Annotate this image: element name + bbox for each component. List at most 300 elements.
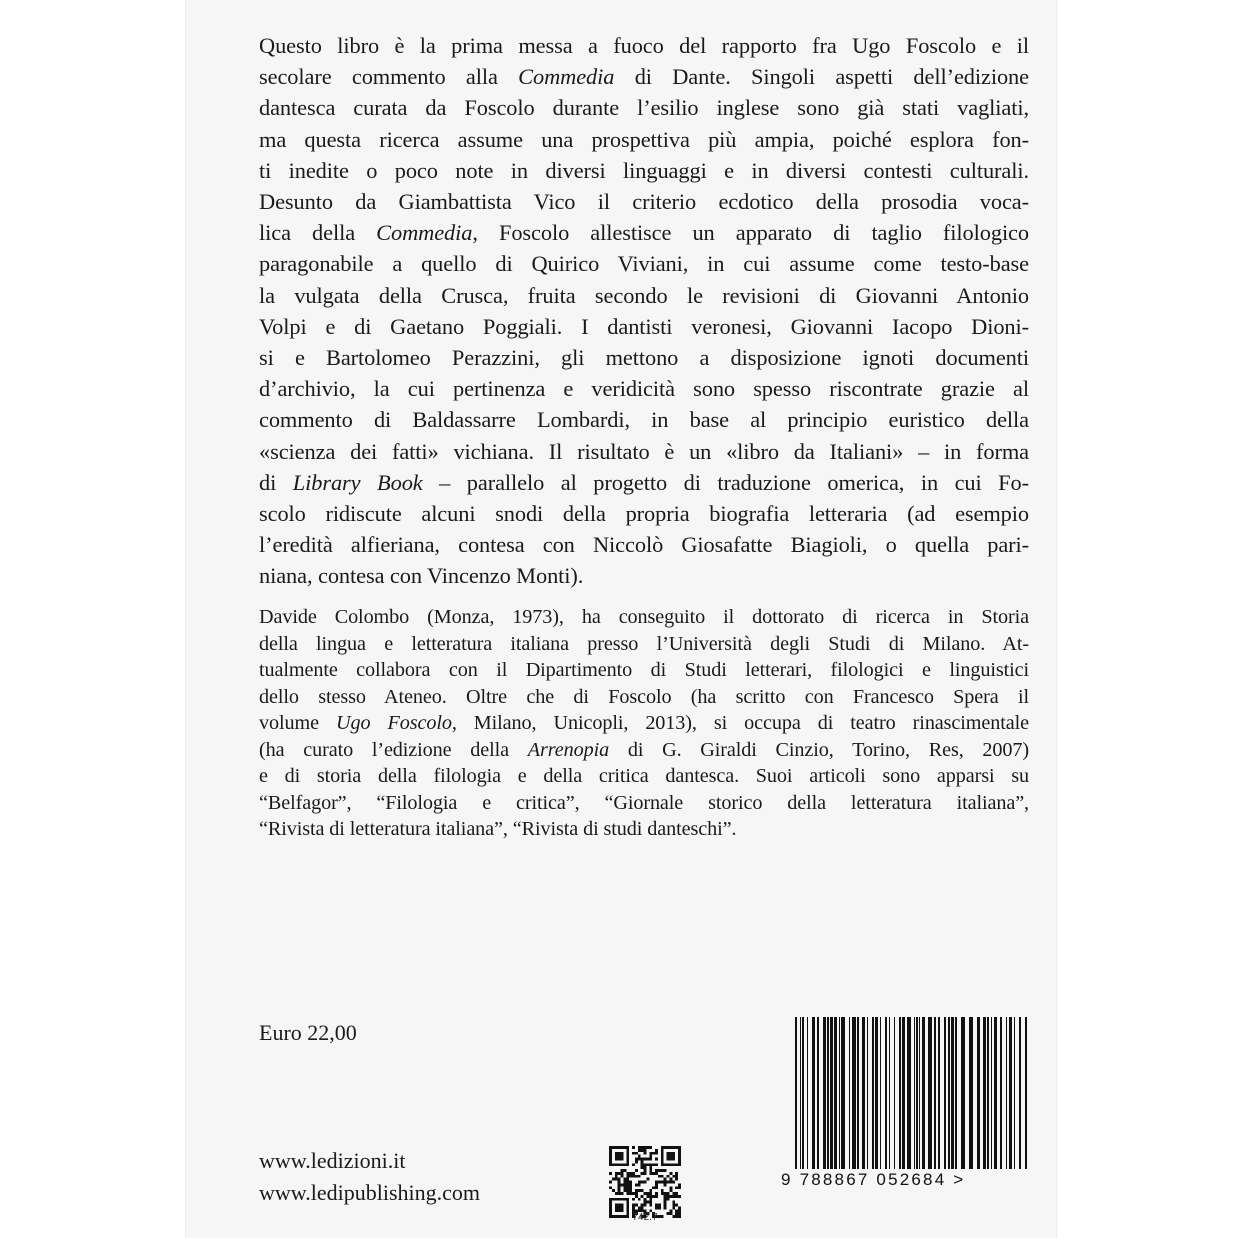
qr-module (629, 1183, 632, 1186)
bio-line: “Rivista di letteratura italiana”, “Rivista di studi danteschi”. (259, 818, 737, 840)
qr-module (667, 1195, 670, 1198)
title-ugo-foscolo: Ugo Foscolo (335, 712, 452, 734)
qr-module (655, 1152, 658, 1155)
qr-module (652, 1195, 655, 1198)
qr-module (609, 1201, 612, 1204)
qr-module (664, 1163, 667, 1166)
qr-module (675, 1192, 678, 1195)
qr-module (615, 1146, 618, 1149)
qr-module (669, 1158, 672, 1161)
qr-module (635, 1169, 638, 1172)
qr-module (621, 1172, 624, 1175)
qr-module (623, 1169, 626, 1172)
qr-module (678, 1195, 681, 1198)
qr-module (646, 1163, 649, 1166)
qr-module (646, 1192, 649, 1195)
qr-module (615, 1163, 618, 1166)
qr-module (623, 1178, 626, 1181)
qr-module (623, 1186, 626, 1189)
qr-module (621, 1158, 624, 1161)
qr-module (655, 1192, 658, 1195)
title-commedia: Commedia (518, 64, 615, 90)
qr-module (652, 1152, 655, 1155)
qr-module (638, 1155, 641, 1158)
qr-module (667, 1158, 670, 1161)
qr-module (667, 1192, 670, 1195)
qr-module (618, 1204, 621, 1207)
qr-module (623, 1183, 626, 1186)
qr-module (664, 1195, 667, 1198)
qr-module (672, 1152, 675, 1155)
qr-module (635, 1183, 638, 1186)
qr-module (649, 1201, 652, 1204)
title-arrenopia: Arrenopia (527, 738, 610, 761)
barcode-bar (834, 1017, 837, 1169)
title-commedia: Commedia (376, 220, 473, 246)
barcode-icon (795, 1017, 1027, 1169)
qr-module (632, 1175, 635, 1178)
blurb-line: scolo ridiscute alcuni snodi della propria biografia letteraria (ad esempio (259, 501, 1029, 527)
bio-line: volume Ugo Foscolo, Milano, Unicopli, 2013), si occupa di teatro rinascimentale (259, 712, 1029, 734)
qr-module (635, 1160, 638, 1163)
qr-module (661, 1158, 664, 1161)
barcode-bar (977, 1017, 980, 1169)
qr-module (658, 1175, 661, 1178)
qr-module (646, 1195, 649, 1198)
barcode-bar (867, 1017, 868, 1169)
blurb-line: niana, contesa con Vincenzo Monti). (259, 563, 584, 589)
qr-module (669, 1146, 672, 1149)
qr-module (675, 1163, 678, 1166)
barcode-bar (919, 1017, 920, 1169)
barcode-bar (944, 1017, 946, 1169)
qr-module (649, 1204, 652, 1207)
qr-module (609, 1160, 612, 1163)
qr-module (669, 1178, 672, 1181)
qr-module (612, 1189, 615, 1192)
qr-module (649, 1155, 652, 1158)
qr-module (649, 1189, 652, 1192)
qr-module (621, 1206, 624, 1209)
qr-module (649, 1163, 652, 1166)
qr-module (667, 1152, 670, 1155)
barcode-bar (841, 1017, 845, 1169)
qr-module (672, 1146, 675, 1149)
barcode-bar (862, 1017, 865, 1169)
qr-module (626, 1189, 629, 1192)
barcode-bar (839, 1017, 840, 1169)
barcode-bar (948, 1017, 950, 1169)
blurb-line: secolare commento alla Commedia di Dante. Singoli aspetti dell’edizione (259, 64, 1029, 90)
barcode-bar (812, 1017, 815, 1169)
qr-module (664, 1181, 667, 1184)
qr-module (672, 1195, 675, 1198)
qr-module (615, 1206, 618, 1209)
qr-module (615, 1152, 618, 1155)
qr-module (641, 1149, 644, 1152)
barcode-bar (800, 1017, 801, 1169)
blurb-line: Desunto da Giambattista Vico il criterio ecdotico della prosodia voca- (259, 189, 1029, 215)
qr-module (658, 1204, 661, 1207)
qr-module (655, 1181, 658, 1184)
barcode-bar (1009, 1017, 1012, 1169)
blurb-line: ti inedite o poco note in diversi linguaggi e in diversi contesti culturali. (259, 157, 1029, 183)
barcode-bar (1014, 1017, 1015, 1169)
qr-module (661, 1163, 664, 1166)
qr-module (655, 1158, 658, 1161)
qr-module (615, 1204, 618, 1207)
qr-module (623, 1181, 626, 1184)
qr-module (621, 1155, 624, 1158)
qr-module (664, 1201, 667, 1204)
qr-module (667, 1155, 670, 1158)
qr-module (646, 1178, 649, 1181)
qr-module (641, 1204, 644, 1207)
qr-module (609, 1172, 612, 1175)
qr-module (644, 1201, 647, 1204)
blurb-line: paragonabile a quello di Quirico Viviani, in cui assume come testo-base (259, 251, 1029, 277)
qr-module (664, 1178, 667, 1181)
qr-module (658, 1169, 661, 1172)
barcode-bar (857, 1017, 859, 1169)
qr-module (623, 1146, 626, 1149)
qr-module (621, 1192, 624, 1195)
qr-module (678, 1183, 681, 1186)
barcode-bar (961, 1017, 965, 1169)
barcode-bar (885, 1017, 887, 1169)
qr-module (669, 1163, 672, 1166)
qr-module (652, 1163, 655, 1166)
qr-module (615, 1175, 618, 1178)
qr-module (644, 1192, 647, 1195)
blurb-line: la vulgata della Crusca, fruita secondo le revisioni di Giovanni Antonio (259, 282, 1029, 308)
qr-module (664, 1146, 667, 1149)
qr-module (629, 1189, 632, 1192)
qr-module (623, 1163, 626, 1166)
qr-module (626, 1186, 629, 1189)
qr-module (612, 1198, 615, 1201)
qr-module (649, 1146, 652, 1149)
qr-module (626, 1149, 629, 1152)
qr-module (626, 1204, 629, 1207)
qr-module (669, 1189, 672, 1192)
qr-module (667, 1181, 670, 1184)
blurb-line: commento di Baldassarre Lombardi, in base al principio euristico della (259, 407, 1029, 433)
qr-module (638, 1175, 641, 1178)
qr-code-icon (609, 1146, 681, 1218)
barcode-bar (872, 1017, 874, 1169)
barcode-bar (914, 1017, 915, 1169)
qr-module (621, 1146, 624, 1149)
qr-module (655, 1186, 658, 1189)
qr-module (609, 1198, 612, 1201)
qr-module (641, 1172, 644, 1175)
blurb-line: lica della Commedia, Foscolo allestisce un apparato di taglio filologico (259, 220, 1029, 246)
qr-module (638, 1198, 641, 1201)
qr-module (646, 1158, 649, 1161)
qr-module (626, 1183, 629, 1186)
qr-module (638, 1181, 641, 1184)
qr-module (644, 1172, 647, 1175)
qr-module (672, 1206, 675, 1209)
qr-module (664, 1198, 667, 1201)
qr-module (635, 1189, 638, 1192)
qr-module (669, 1152, 672, 1155)
blurb-line: dantesca curata da Foscolo durante l’esilio inglese sono già stati vagliati, (259, 95, 1029, 121)
qr-module (626, 1172, 629, 1175)
barcode-bar (894, 1017, 895, 1169)
qr-module (649, 1166, 652, 1169)
blurb-line: d’archivio, la cui pertinenza e veridicità sono spesso riscontrate grazie al (259, 376, 1029, 402)
qr-module (669, 1195, 672, 1198)
isbn-number: 9 788867 052684 > (781, 1170, 966, 1189)
qr-module (615, 1192, 618, 1195)
qr-module (626, 1175, 629, 1178)
qr-module (618, 1178, 621, 1181)
qr-module (669, 1186, 672, 1189)
book-back-cover (185, 0, 1057, 1238)
qr-module (664, 1169, 667, 1172)
qr-module (678, 1149, 681, 1152)
qr-module (641, 1146, 644, 1149)
blurb-line: di Library Book – parallelo al progetto di traduzione omerica, in cui Fo- (259, 469, 1029, 495)
barcode-bar (899, 1017, 901, 1169)
qr-module (632, 1204, 635, 1207)
barcode-bar (849, 1017, 850, 1169)
qr-module (644, 1163, 647, 1166)
qr-module (626, 1155, 629, 1158)
qr-module (649, 1192, 652, 1195)
qr-module (635, 1152, 638, 1155)
qr-module (609, 1163, 612, 1166)
book-blurb (259, 30, 1029, 592)
qr-module (618, 1152, 621, 1155)
barcode-bar (889, 1017, 890, 1169)
qr-module (618, 1206, 621, 1209)
qr-module (638, 1149, 641, 1152)
qr-module (621, 1163, 624, 1166)
qr-module (621, 1152, 624, 1155)
title-library-book: Library Book (292, 469, 423, 495)
qr-module (661, 1175, 664, 1178)
qr-module (672, 1155, 675, 1158)
qr-module (667, 1175, 670, 1178)
barcode-bar (823, 1017, 826, 1169)
qr-module (615, 1198, 618, 1201)
qr-caption: 742.7 (632, 1212, 658, 1223)
barcode-bar (802, 1017, 804, 1169)
qr-module (672, 1204, 675, 1207)
qr-module (629, 1175, 632, 1178)
qr-module (675, 1146, 678, 1149)
qr-module (621, 1169, 624, 1172)
bio-line: della lingua e letteratura italiana presso l’Università degli Studi di Milano. At- (259, 632, 1029, 655)
qr-module (626, 1201, 629, 1204)
qr-module (641, 1166, 644, 1169)
blurb-line: ma questa ricerca assume una prospettiva più ampia, poiché esplora fon- (259, 126, 1029, 152)
qr-module (629, 1172, 632, 1175)
qr-module (641, 1189, 644, 1192)
qr-module (652, 1172, 655, 1175)
qr-module (644, 1169, 647, 1172)
qr-module (632, 1146, 635, 1149)
barcode-bar (951, 1017, 954, 1169)
qr-module (612, 1146, 615, 1149)
barcode-bar (902, 1017, 905, 1169)
qr-module (635, 1175, 638, 1178)
qr-module (667, 1198, 670, 1201)
qr-module (626, 1206, 629, 1209)
qr-module (672, 1192, 675, 1195)
bio-line: e di storia della filologia e della critica dantesca. Suoi articoli sono apparsi su (259, 765, 1029, 787)
blurb-line: «scienza dei fatti» vichiana. Il risultato è un «libro da Italiani» – in forma (259, 438, 1029, 464)
qr-module (675, 1175, 678, 1178)
qr-module (638, 1183, 641, 1186)
qr-module (644, 1158, 647, 1161)
qr-module (678, 1163, 681, 1166)
blurb-line: si e Bartolomeo Perazzini, gli mettono a disposizione ignoti documenti (259, 345, 1029, 371)
qr-module (641, 1206, 644, 1209)
barcode-bar (807, 1017, 808, 1169)
qr-module (618, 1183, 621, 1186)
qr-module (646, 1146, 649, 1149)
qr-module (661, 1181, 664, 1184)
blurb-line: Volpi e di Gaetano Poggiali. I dantisti veronesi, Giovanni Iacopo Dioni- (259, 313, 1029, 339)
barcode-bar (1006, 1017, 1007, 1169)
bio-line: tualmente collabora con il Dipartimento di Studi letterari, filologici e linguistici (259, 659, 1029, 681)
qr-module (655, 1183, 658, 1186)
qr-module (649, 1195, 652, 1198)
qr-module (632, 1172, 635, 1175)
qr-module (635, 1204, 638, 1207)
barcode-bar (934, 1017, 936, 1169)
qr-module (661, 1189, 664, 1192)
qr-module (615, 1178, 618, 1181)
qr-module (632, 1206, 635, 1209)
qr-module (621, 1204, 624, 1207)
barcode-bar (938, 1017, 940, 1169)
qr-module (609, 1158, 612, 1161)
qr-module (678, 1152, 681, 1155)
qr-module (669, 1172, 672, 1175)
qr-module (626, 1181, 629, 1184)
qr-module (632, 1198, 635, 1201)
qr-module (635, 1195, 638, 1198)
qr-module (618, 1198, 621, 1201)
qr-module (664, 1183, 667, 1186)
qr-module (626, 1198, 629, 1201)
qr-module (661, 1160, 664, 1163)
qr-module (678, 1206, 681, 1209)
blurb-line: l’eredità alfieriana, contesa con Niccolò Giosafatte Biagioli, o quella pari- (259, 532, 1029, 558)
barcode-bar (983, 1017, 986, 1169)
bio-line: “Belfagor”, “Filologia e critica”, “Giornale storico della letteratura italiana”, (259, 791, 1029, 814)
qr-module (649, 1172, 652, 1175)
qr-module (609, 1206, 612, 1209)
qr-module (678, 1155, 681, 1158)
qr-module (618, 1146, 621, 1149)
qr-module (632, 1152, 635, 1155)
bio-line: (ha curato l’edizione della Arrenopia di G. Giraldi Cinzio, Torino, Res, 2007) (259, 738, 1029, 761)
qr-module (661, 1146, 664, 1149)
qr-module (641, 1158, 644, 1161)
qr-module (635, 1192, 638, 1195)
qr-module (615, 1158, 618, 1161)
qr-module (644, 1166, 647, 1169)
qr-module (626, 1192, 629, 1195)
qr-module (664, 1192, 667, 1195)
barcode-bar (994, 1017, 997, 1169)
qr-module (623, 1189, 626, 1192)
qr-module (609, 1149, 612, 1152)
qr-module (612, 1163, 615, 1166)
qr-module (644, 1198, 647, 1201)
website-link[interactable]: www.ledizioni.it (259, 1148, 406, 1173)
qr-module (655, 1149, 658, 1152)
qr-module (618, 1163, 621, 1166)
qr-module (626, 1178, 629, 1181)
qr-module (655, 1195, 658, 1198)
qr-module (615, 1155, 618, 1158)
barcode-bar (852, 1017, 856, 1169)
barcode-bar (795, 1017, 797, 1169)
qr-module (626, 1146, 629, 1149)
qr-module (672, 1158, 675, 1161)
qr-module (678, 1160, 681, 1163)
qr-module (615, 1172, 618, 1175)
qr-module (669, 1181, 672, 1184)
barcode-bar (1019, 1017, 1021, 1169)
author-bio (259, 604, 1029, 843)
barcode-bar (991, 1017, 992, 1169)
qr-module (629, 1181, 632, 1184)
qr-module (675, 1204, 678, 1207)
qr-module (641, 1195, 644, 1198)
barcode-bar (955, 1017, 957, 1169)
qr-module (678, 1146, 681, 1149)
qr-module (626, 1160, 629, 1163)
barcode-bar (827, 1017, 829, 1169)
qr-module (609, 1186, 612, 1189)
barcode-bar (1000, 1017, 1002, 1169)
qr-module (655, 1163, 658, 1166)
qr-module (618, 1181, 621, 1184)
qr-module (618, 1158, 621, 1161)
qr-module (672, 1163, 675, 1166)
qr-module (618, 1155, 621, 1158)
blurb-line: Questo libro è la prima messa a fuoco del rapporto fra Ugo Foscolo e il (259, 33, 1029, 58)
qr-module (675, 1178, 678, 1181)
qr-module (609, 1146, 612, 1149)
barcode-bar (880, 1017, 881, 1169)
qr-module (661, 1155, 664, 1158)
qr-module (672, 1201, 675, 1204)
qr-module (609, 1204, 612, 1207)
qr-module (649, 1169, 652, 1172)
qr-module (626, 1158, 629, 1161)
barcode-bar (817, 1017, 819, 1169)
qr-module (661, 1169, 664, 1172)
qr-module (626, 1152, 629, 1155)
qr-module (658, 1206, 661, 1209)
qr-module (649, 1198, 652, 1201)
qr-module (629, 1186, 632, 1189)
qr-module (644, 1149, 647, 1152)
qr-module (641, 1163, 644, 1166)
barcode-bar (875, 1017, 878, 1169)
qr-module (638, 1206, 641, 1209)
website-link[interactable]: www.ledipublishing.com (259, 1180, 480, 1205)
